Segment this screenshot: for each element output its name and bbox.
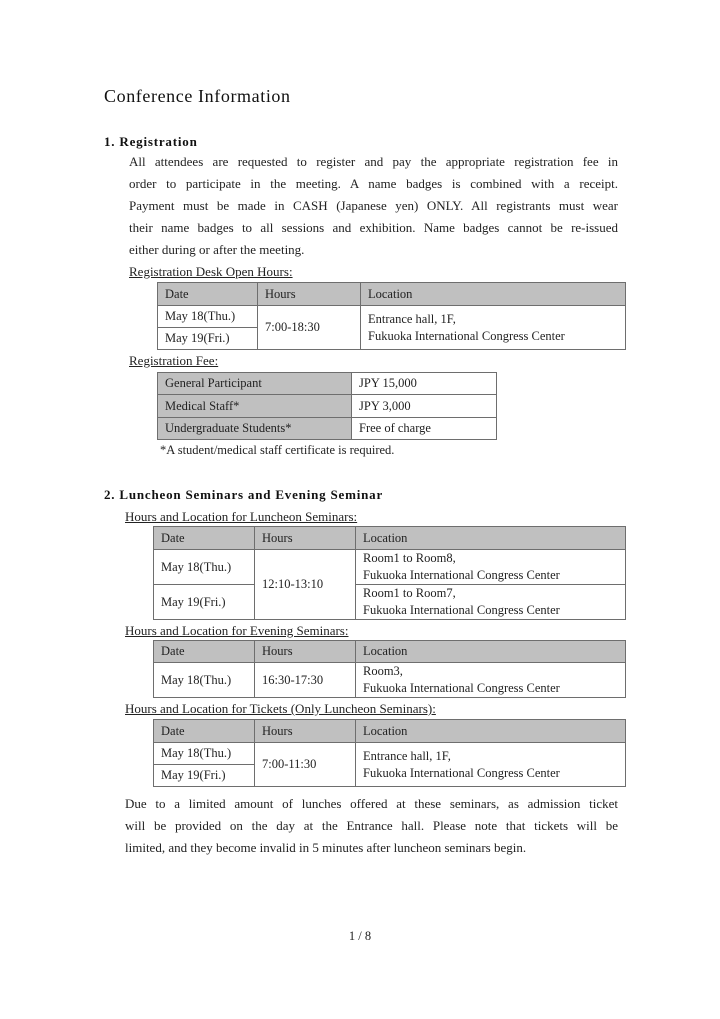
column-header: Date (158, 283, 258, 306)
fee-value: JPY 15,000 (352, 373, 497, 395)
hours-cell: 7:00-11:30 (255, 743, 356, 787)
column-header: Hours (255, 720, 356, 743)
page-title: Conference Information (104, 86, 291, 106)
column-header: Location (356, 527, 626, 550)
evening-table (153, 640, 626, 698)
location-line: Fukuoka International Congress Center (363, 603, 560, 617)
fee-value: JPY 3,000 (352, 395, 497, 418)
evening-caption: Hours and Location for Evening Seminars: (125, 623, 349, 638)
lunch-ticket-paragraph (125, 793, 618, 859)
registration-paragraph (129, 151, 618, 261)
paragraph-line: All attendees are requested to register and pay the appropriate registration fee in (129, 154, 618, 169)
column-header: Hours (255, 641, 356, 663)
paragraph-line: either during or after the meeting. (129, 242, 305, 257)
location-line: Room3, (363, 664, 403, 678)
date-cell: May 19(Fri.) (154, 765, 255, 787)
location-line: Fukuoka International Congress Center (363, 681, 560, 695)
location-line: Entrance hall, 1F, (368, 311, 456, 326)
desk-hours-table (157, 282, 626, 350)
column-header: Date (154, 527, 255, 550)
hours-cell: 7:00-18:30 (258, 306, 361, 350)
location-line: Fukuoka International Congress Center (368, 328, 565, 343)
location-line: Room1 to Room8, (363, 551, 456, 565)
fee-category: Undergraduate Students* (158, 418, 352, 440)
tickets-table (153, 719, 626, 787)
date-cell: May 18(Thu.) (158, 306, 258, 328)
fee-caption: Registration Fee: (129, 353, 219, 368)
fee-value: Free of charge (352, 418, 497, 440)
location-cell (356, 550, 626, 585)
section-heading-registration: 1. Registration (104, 134, 198, 149)
location-cell (356, 743, 626, 787)
column-header: Hours (258, 283, 361, 306)
location-cell (356, 663, 626, 698)
fee-category: General Participant (158, 373, 352, 395)
column-header: Date (154, 720, 255, 743)
date-cell: May 19(Fri.) (154, 585, 255, 620)
paragraph-line: limited, and they become invalid in 5 minutes after luncheon seminars begin. (125, 840, 527, 855)
fee-category: Medical Staff* (158, 395, 352, 418)
location-line: Fukuoka International Congress Center (363, 568, 560, 582)
date-cell: May 18(Thu.) (154, 663, 255, 698)
column-header: Hours (255, 527, 356, 550)
fee-note: *A student/medical staff certificate is required. (160, 443, 395, 457)
location-cell (361, 306, 626, 350)
date-cell: May 18(Thu.) (154, 743, 255, 765)
paragraph-line: Due to a limited amount of lunches offered at these seminars, as admission ticket (125, 796, 618, 811)
date-cell: May 18(Thu.) (154, 550, 255, 585)
luncheon-caption: Hours and Location for Luncheon Seminars: (125, 509, 358, 524)
paragraph-line: Payment must be made in CASH (Japanese yen) ONLY. All registrants must wear (129, 198, 618, 213)
fee-table (157, 372, 497, 440)
location-cell (356, 585, 626, 620)
tickets-caption: Hours and Location for Tickets (Only Luncheon Seminars): (125, 701, 436, 716)
location-line: Fukuoka International Congress Center (363, 765, 560, 780)
column-header: Location (356, 720, 626, 743)
section-heading-seminars: 2. Luncheon Seminars and Evening Seminar (104, 487, 384, 502)
luncheon-table (153, 526, 626, 620)
column-header: Location (356, 641, 626, 663)
location-line: Entrance hall, 1F, (363, 748, 451, 763)
hours-cell: 12:10-13:10 (255, 550, 356, 620)
column-header: Date (154, 641, 255, 663)
hours-cell: 16:30-17:30 (255, 663, 356, 698)
column-header: Location (361, 283, 626, 306)
location-line: Room1 to Room7, (363, 586, 456, 600)
paragraph-line: will be provided on the day at the Entrance hall. Please note that tickets will be (125, 818, 618, 833)
desk-hours-caption: Registration Desk Open Hours: (129, 264, 293, 279)
date-cell: May 19(Fri.) (158, 328, 258, 350)
paragraph-line: order to participate in the meeting. A name badges is combined with a receipt. (129, 176, 618, 191)
paragraph-line: their name badges to all sessions and exhibition. Name badges cannot be re-issued (129, 220, 618, 235)
page-number: 1 / 8 (348, 929, 372, 943)
